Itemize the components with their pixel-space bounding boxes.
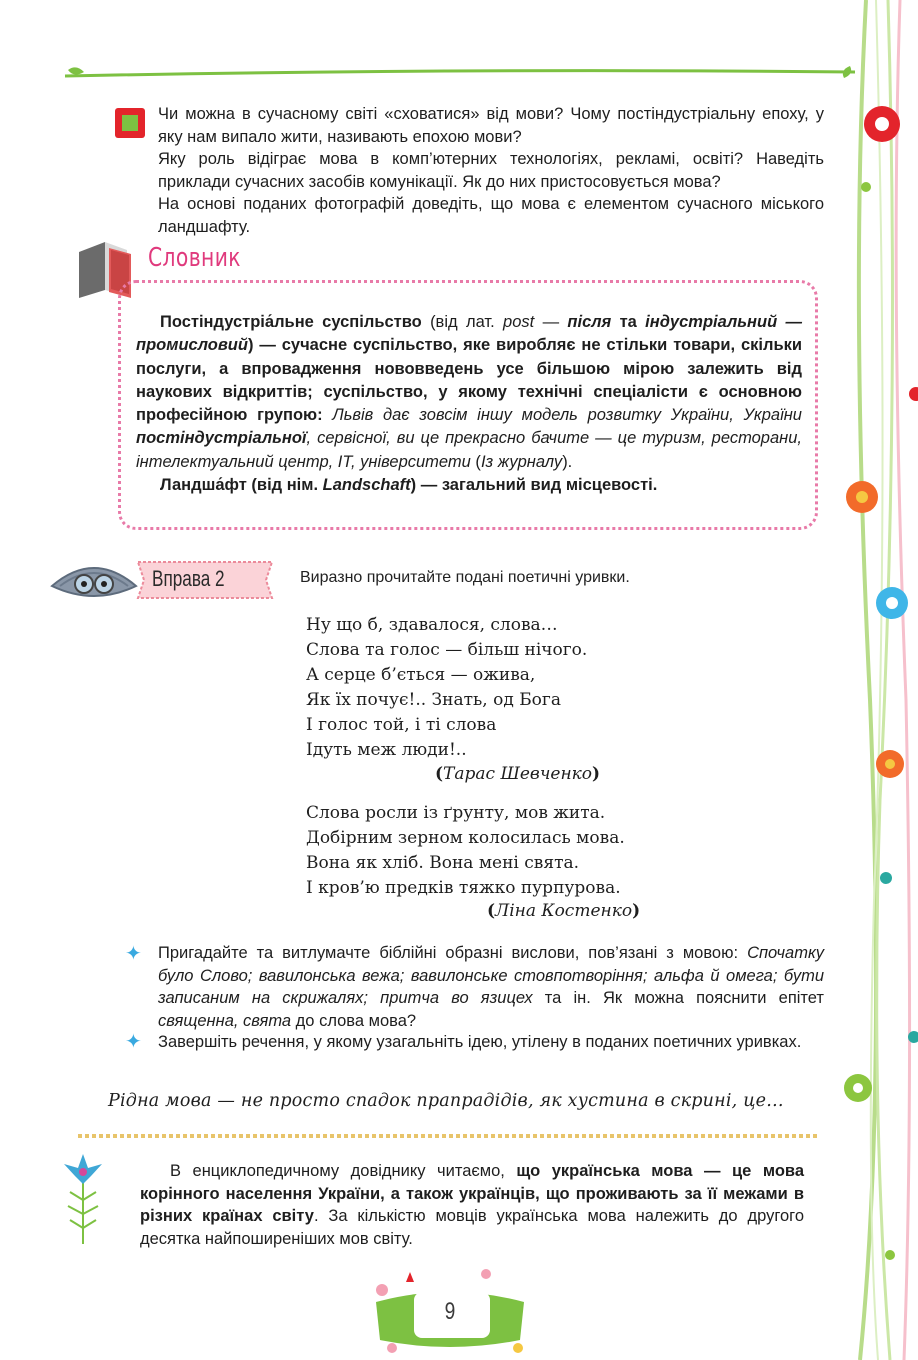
poem-kostenko [306,801,625,901]
poem-shevchenko [306,613,587,763]
flower-icon [58,1150,108,1246]
dictionary-entry: Постіндустріа́льне суспільство (від лат. post — після та індустріальний — промисловий) — сучасне суспільство, яке виробляє не стільки товари, скільки послуги, а впровадження нововведень усе більшою мірою залежить від наукових відкриттів; суспільство, у якому технічні спеціалісти є основною професійною групою: Львів дає зовсім іншу модель розвитку України, України постіндустріальної, сервісної, ви це прекрасно бачите — це туризм, ресторани, інтелектуальний центр, ІТ, університети (Із журналу). [136,313,803,471]
poem-line: Слова та голос — більш нічого. [306,640,588,660]
flower-icon [876,587,908,619]
poem-line: Як їх почує!.. Знать, од Бога [306,690,561,710]
encyclopedia-text: В енциклопедичному довіднику читаємо, що українська мова — це мова корінного населення України, а також українців, що проживають за її межами в різних країнах світу. За кількістю мовців українська мова належить до другого десятка найпоширеніших мов світу. [140,1162,804,1248]
poem-author: (Тарас Шевченко) [435,764,601,784]
exercise-instruction: Виразно прочитайте подані поетичні уривки. [300,569,630,586]
question-line: На основі поданих фотографій доведіть, що мова є елементом сучасного міського ландшафту. [158,195,824,236]
exercise-label: Вправа 2 [152,566,225,591]
term: Ландша́фт [160,476,247,495]
top-vine-decoration [60,60,860,90]
star-bullet-icon: ✦ [125,1031,142,1053]
sentence-to-complete: Рідна мова — не просто спадок прапрадідів, як хустина в скрині, це… [108,1091,784,1111]
example: Львів дає зовсім іншу модель розвитку України, України [332,406,802,425]
poem-line: Добірним зерном колосилась мова. [306,828,625,848]
poem-line: Ну що б, здавалося, слова… [306,615,558,635]
flower-icon [864,106,900,142]
task-item: Завершіть речення, у якому узагальніть ідею, утілену в поданих поетичних уривках. [158,1033,802,1051]
poem-line: Вона як хліб. Вона мені свята. [306,853,580,873]
poem-line: І голос той, і ті слова [306,715,497,735]
dictionary-text [136,311,802,497]
task-item: Пригадайте та витлумачте біблійні образні вислови, пов’язані з мовою: Спочатку було Слово; вавилонська вежа; вавилонське стовпотворіння; альфа й омега; бути записаним на скрижалях; притча во язицех та ін. Як можна пояснити епітет священна, свята до слова мова? [158,944,824,1030]
dictionary-entry: Ландша́фт (від нім. Landschaft) — загальний вид місцевості. [160,476,658,495]
right-vine-decoration [830,0,918,1360]
shell-icon [48,556,140,608]
question-line: Яку роль відіграє мова в комп’ютерних технологіях, рекламі, освіті? Наведіть приклади сучасних засобів комунікації. Як до них пристосовується мова? [158,150,824,191]
question-marker-icon [115,108,145,138]
question-line: Чи можна в сучасному світі «сховатися» від мови? Чому постіндустріальну епоху, у яку нам випало жити, називають епохою мови? [158,105,824,146]
poem-author: (Ліна Костенко) [487,901,641,921]
poem-line: Ідуть меж люди!.. [306,740,467,760]
flower-icon [876,750,904,778]
term: Постіндустріа́льне суспільство [160,313,422,331]
poem-line: А серце б’ється — ожива, [306,665,536,685]
star-bullet-icon: ✦ [125,943,142,965]
question-block [158,103,824,238]
dictionary-title: Словник [148,243,241,273]
poem-line: Слова росли із ґрунту, мов жита. [306,803,606,823]
dotted-divider [78,1133,818,1139]
flower-icon [846,481,878,513]
page-number: 9 [444,1298,456,1325]
flower-icon [844,1074,872,1102]
poem-line: І кров’ю предків тяжко пурпурова. [306,878,621,898]
